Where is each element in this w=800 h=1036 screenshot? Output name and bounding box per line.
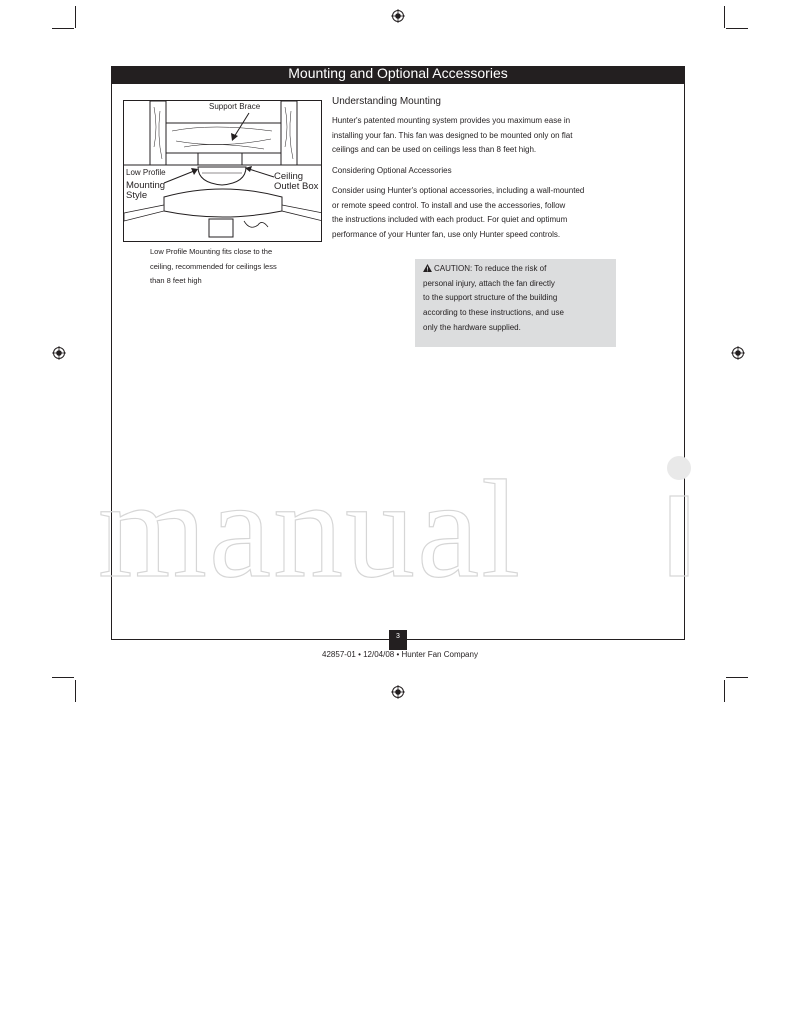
caution-line: to the support structure of the building (423, 293, 558, 303)
support-brace-label: Support Brace (209, 102, 261, 111)
page-title: Mounting and Optional Accessories (288, 66, 508, 81)
section-paragraph-understanding-mounting (332, 114, 632, 158)
paragraph-line: the instructions included with each product. For quiet and optimum (332, 215, 568, 225)
crop-mark (52, 677, 74, 678)
page-title-bar (111, 66, 685, 84)
crop-mark (724, 6, 725, 28)
paragraph-line: or remote speed control. To install and use the accessories, follow (332, 200, 566, 210)
page-number: 3 (389, 630, 407, 650)
caution-line (423, 262, 608, 277)
figure-caption (150, 245, 300, 289)
mounting-style-label-line2: Style (126, 190, 148, 201)
warning-triangle-icon (423, 264, 432, 272)
paragraph-line: performance of your Hunter fan, use only Hunter speed controls. (332, 230, 561, 240)
caution-line: personal injury, attach the fan directly (423, 278, 555, 288)
registration-mark-icon (391, 9, 405, 23)
crop-mark (52, 28, 74, 29)
crop-mark (726, 28, 748, 29)
registration-mark-icon (391, 685, 405, 699)
footer-text: 42857-01 • 12/04/08 • Hunter Fan Company (322, 650, 478, 659)
paragraph-line: installing your fan. This fan was designed to be mounted only on flat (332, 130, 573, 140)
mounting-illustration (123, 100, 322, 242)
registration-mark-icon (731, 346, 745, 360)
caption-line: ceiling, recommended for ceilings less (150, 261, 277, 271)
section-heading-understanding-mounting: Understanding Mounting (332, 96, 441, 107)
ceiling-outlet-box-label-line2: Outlet Box (274, 181, 319, 192)
paragraph-line: ceilings and can be used on ceilings less than 8 feet high. (332, 145, 537, 155)
caution-line: according to these instructions, and use (423, 308, 564, 318)
section-heading-optional-accessories: Considering Optional Accessories (332, 166, 452, 175)
crop-mark (75, 680, 76, 702)
low-profile-label: Low Profile (126, 168, 166, 177)
paragraph-line: Hunter's patented mounting system provides you maximum ease in (332, 116, 571, 125)
caption-line: Low Profile Mounting fits close to the (150, 247, 273, 256)
watermark-logo (98, 452, 698, 587)
mounting-style-label-line1: Mounting (126, 180, 166, 191)
section-paragraph-optional-accessories (332, 184, 632, 243)
caution-text: CAUTION: To reduce the risk of (434, 264, 547, 273)
paragraph-line: Consider using Hunter's optional accessories, including a wall-mounted (332, 186, 585, 195)
caution-line: only the hardware supplied. (423, 322, 521, 332)
ceiling-outlet-box-label-line1: Ceiling (274, 171, 304, 182)
caution-box (415, 259, 616, 347)
crop-mark (726, 677, 748, 678)
crop-mark (724, 680, 725, 702)
caption-line: than 8 feet high (150, 276, 202, 285)
crop-mark (75, 6, 76, 28)
registration-mark-icon (52, 346, 66, 360)
svg-text:manual: manual (98, 452, 523, 587)
